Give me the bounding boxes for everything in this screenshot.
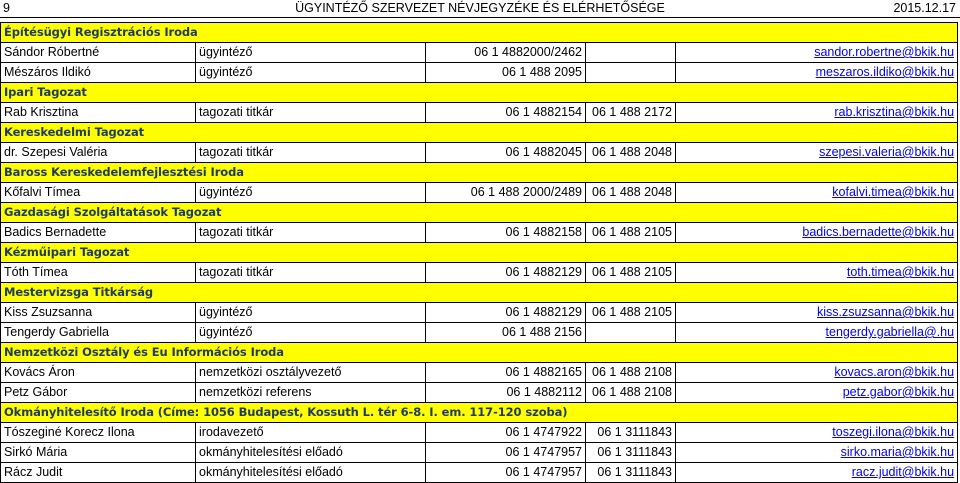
section-header-row (1, 343, 958, 363)
email-cell (676, 383, 958, 403)
directory-body (1, 23, 958, 483)
section-title: Kereskedelmi Tagozat (1, 123, 958, 143)
person-name: Tóth Tímea (1, 263, 196, 283)
phone-primary: 06 1 4747957 (426, 463, 586, 483)
phone-primary: 06 1 4882112 (426, 383, 586, 403)
person-role: ügyintéző (196, 303, 426, 323)
person-row (1, 183, 958, 203)
person-role: okmányhitelesítési előadó (196, 463, 426, 483)
email-link[interactable]: toszegi.ilona@bkik.hu (832, 425, 955, 439)
phone-primary: 06 1 4882129 (426, 303, 586, 323)
section-header-row (1, 123, 958, 143)
person-name: Kiss Zsuzsanna (1, 303, 196, 323)
email-link[interactable]: kovacs.aron@bkik.hu (834, 365, 955, 379)
person-role: ügyintéző (196, 63, 426, 83)
email-cell (676, 423, 958, 443)
person-row (1, 143, 958, 163)
phone-secondary: 06 1 488 2108 (586, 363, 676, 383)
person-role: okmányhitelesítési előadó (196, 443, 426, 463)
email-cell (676, 103, 958, 123)
email-link[interactable]: rab.krisztina@bkik.hu (834, 105, 955, 119)
person-role: tagozati titkár (196, 263, 426, 283)
person-row (1, 63, 958, 83)
section-title: Gazdasági Szolgáltatások Tagozat (1, 203, 958, 223)
email-link[interactable]: kiss.zsuzsanna@bkik.hu (817, 305, 955, 319)
email-link[interactable]: sandor.robertne@bkik.hu (814, 45, 955, 59)
person-role: ügyintéző (196, 323, 426, 343)
phone-secondary: 06 1 488 2108 (586, 383, 676, 403)
person-role: tagozati titkár (196, 223, 426, 243)
phone-primary: 06 1 4882045 (426, 143, 586, 163)
phone-primary: 06 1 4882165 (426, 363, 586, 383)
page-date: 2015.12.17 (893, 1, 956, 15)
email-cell (676, 463, 958, 483)
phone-primary: 06 1 488 2156 (426, 323, 586, 343)
directory-table (0, 22, 958, 483)
phone-primary: 06 1 488 2000/2489 (426, 183, 586, 203)
phone-secondary: 06 1 3111843 (586, 423, 676, 443)
person-name: Petz Gábor (1, 383, 196, 403)
person-name: Tószeginé Korecz Ilona (1, 423, 196, 443)
phone-secondary: 06 1 488 2105 (586, 223, 676, 243)
phone-secondary: 06 1 3111843 (586, 443, 676, 463)
email-cell (676, 263, 958, 283)
section-title: Ipari Tagozat (1, 83, 958, 103)
email-link[interactable]: tengerdy.gabriella@.hu (825, 325, 955, 339)
page-number: 9 (3, 1, 10, 15)
person-name: Kőfalvi Tímea (1, 183, 196, 203)
phone-secondary: 06 1 488 2105 (586, 303, 676, 323)
person-name: dr. Szepesi Valéria (1, 143, 196, 163)
email-link[interactable]: kofalvi.timea@bkik.hu (832, 185, 955, 199)
person-row (1, 383, 958, 403)
person-row (1, 443, 958, 463)
section-title: Okmányhitelesítő Iroda (Címe: 1056 Budapest, Kossuth L. tér 6-8. I. em. 117-120 szoba) (1, 403, 958, 423)
email-cell (676, 303, 958, 323)
person-name: Kovács Áron (1, 363, 196, 383)
person-row (1, 103, 958, 123)
section-header-row (1, 283, 958, 303)
email-cell (676, 223, 958, 243)
person-name: Rab Krisztina (1, 103, 196, 123)
person-row (1, 263, 958, 283)
phone-secondary: 06 1 488 2048 (586, 183, 676, 203)
section-title: Építésügyi Regisztrációs Iroda (1, 23, 958, 43)
section-title: Kézműipari Tagozat (1, 243, 958, 263)
person-row (1, 303, 958, 323)
section-header-row (1, 83, 958, 103)
phone-primary: 06 1 488 2095 (426, 63, 586, 83)
section-header-row (1, 203, 958, 223)
phone-secondary (586, 323, 676, 343)
person-row (1, 423, 958, 443)
person-role: irodavezető (196, 423, 426, 443)
person-row (1, 43, 958, 63)
phone-secondary (586, 43, 676, 63)
person-row (1, 463, 958, 483)
person-name: Mészáros Ildikó (1, 63, 196, 83)
phone-primary: 06 1 4882129 (426, 263, 586, 283)
person-role: nemzetközi osztályvezető (196, 363, 426, 383)
email-link[interactable]: badics.bernadette@bkik.hu (802, 225, 955, 239)
section-title: Nemzetközi Osztály és Eu Információs Iroda (1, 343, 958, 363)
email-link[interactable]: meszaros.ildiko@bkik.hu (815, 65, 955, 79)
email-link[interactable]: racz.judit@bkik.hu (851, 465, 955, 479)
section-title: Mestervizsga Titkárság (1, 283, 958, 303)
email-cell (676, 183, 958, 203)
person-row (1, 323, 958, 343)
email-cell (676, 443, 958, 463)
person-name: Badics Bernadette (1, 223, 196, 243)
person-row (1, 223, 958, 243)
email-link[interactable]: sirko.maria@bkik.hu (840, 445, 955, 459)
email-link[interactable]: toth.timea@bkik.hu (846, 265, 955, 279)
phone-secondary: 06 1 488 2172 (586, 103, 676, 123)
person-row (1, 363, 958, 383)
page-title: ÜGYINTÉZŐ SZERVEZET NÉVJEGYZÉKE ÉS ELÉRHETŐSÉGE (295, 1, 665, 15)
email-link[interactable]: petz.gabor@bkik.hu (842, 385, 955, 399)
section-header-row (1, 243, 958, 263)
email-cell (676, 43, 958, 63)
person-role: tagozati titkár (196, 103, 426, 123)
phone-secondary: 06 1 488 2105 (586, 263, 676, 283)
phone-primary: 06 1 4882158 (426, 223, 586, 243)
phone-primary: 06 1 4882000/2462 (426, 43, 586, 63)
person-name: Sándor Róbertné (1, 43, 196, 63)
person-name: Rácz Judit (1, 463, 196, 483)
email-cell (676, 143, 958, 163)
email-link[interactable]: szepesi.valeria@bkik.hu (819, 145, 955, 159)
section-header-row (1, 163, 958, 183)
person-name: Sirkó Mária (1, 443, 196, 463)
phone-primary: 06 1 4747922 (426, 423, 586, 443)
email-cell (676, 63, 958, 83)
section-header-row (1, 403, 958, 423)
phone-primary: 06 1 4747957 (426, 443, 586, 463)
section-header-row (1, 23, 958, 43)
person-name: Tengerdy Gabriella (1, 323, 196, 343)
phone-secondary: 06 1 3111843 (586, 463, 676, 483)
section-title: Baross Kereskedelemfejlesztési Iroda (1, 163, 958, 183)
phone-primary: 06 1 4882154 (426, 103, 586, 123)
email-cell (676, 323, 958, 343)
phone-secondary: 06 1 488 2048 (586, 143, 676, 163)
person-role: nemzetközi referens (196, 383, 426, 403)
page-header (0, 0, 960, 18)
person-role: ügyintéző (196, 43, 426, 63)
person-role: ügyintéző (196, 183, 426, 203)
email-cell (676, 363, 958, 383)
phone-secondary (586, 63, 676, 83)
person-role: tagozati titkár (196, 143, 426, 163)
